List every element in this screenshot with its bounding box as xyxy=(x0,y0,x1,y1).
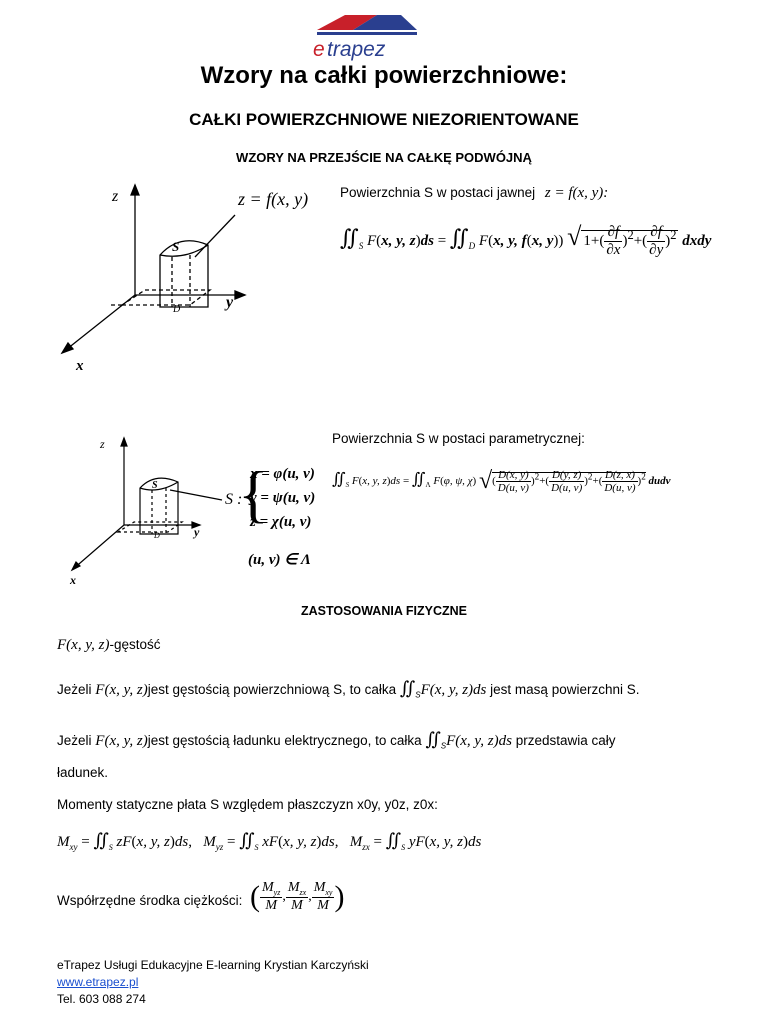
footer-phone: Tel. 603 088 274 xyxy=(57,992,146,1006)
charge-text-2: jest gęstością ładunku elektrycznego, to całka xyxy=(147,733,422,748)
double-integral-icon: ∬ xyxy=(449,226,469,251)
explicit-formula: $∬_S$ F(x, y, $z)ds = ∬_D$ F(x, y, f(x, y)) √ 1+( $\frac{\partial f}{\partial x}$ )$^2$+( $\frac{\partial f}{\partial y}$ )$^2$ dxdy xyxy=(340,222,712,259)
mass-line: Jeżeli F(x, y, z)jest gęstością powierzchniową S, to całka $∬_SF(x$, y, z)ds jest masą powierzchni S. xyxy=(57,678,640,700)
fig2-y-label: y xyxy=(194,525,200,539)
charge-text-1: Jeżeli xyxy=(57,733,92,748)
logo[interactable] xyxy=(305,12,425,62)
fig1-s-label: S xyxy=(172,239,180,254)
charge-text-4: ładunek. xyxy=(57,765,109,780)
footer-website-link[interactable]: www.etrapez.pl xyxy=(57,975,139,989)
figure-explicit-surface xyxy=(40,175,340,375)
centroid-formula: ( $\frac{M_{yz}}{M}$ , $\frac{M_{zx}}{M}$ , $\frac{M_{xy}}{M}$ ) xyxy=(250,880,345,913)
density-text: -gęstość xyxy=(109,637,161,652)
double-integral-icon: ∬ xyxy=(340,226,359,251)
mass-text-2: jest gęstością powierzchniową S, to całka xyxy=(147,682,397,697)
param-domain: (u, v) ∈ Λ xyxy=(248,552,312,568)
charge-text-3: przedstawia cały xyxy=(515,733,616,748)
page-title: Wzory na całki powierzchniowe: xyxy=(200,62,568,89)
moments-formula: $M_{xy}$ = $∬_S$ zF(x, y, z)ds, $M_{yz}$ = $∬_S$ xF(x, y, z)ds, $M_{zx}$ = $∬_S$ yF(x, y, z)ds xyxy=(57,830,482,852)
mass-text-1: Jeżeli xyxy=(57,682,92,697)
charge-line: Jeżeli F(x, y, z)jest gęstością ładunku elektrycznego, to całka $∬_SF(x$, y, z)ds przedstawia cały xyxy=(57,729,616,751)
fig2-x-label: x xyxy=(70,573,76,587)
parametric-formula: $∬_S$ F(x, y, $z)ds = ∬_\Lambda$ F(φ, ψ, χ) √( $\frac{D(x, y)}{D(u, v)}$ )$^2$+( $\frac{D(y, z)}{D(u, v)}$ )$^2$+( $\frac{D(z, x)}{D(u, v)}$ )$^2$ dudv xyxy=(332,468,671,494)
fig2-z-label: z xyxy=(100,437,105,451)
moments-label: Momenty statyczne płata S względem płaszczyzn x0y, y0z, z0x: xyxy=(57,797,438,812)
explicit-surface-formula: z = f(x, y): xyxy=(544,185,609,201)
footer-company: eTrapez Usługi Edukacyjne E-learning Krystian Karczyński xyxy=(57,958,369,972)
section-heading-unoriented: CAŁKI POWIERZCHNIOWE NIEZORIENTOWANE xyxy=(189,110,579,129)
charge-integral: F(x, y, z)ds xyxy=(446,733,512,749)
fig1-surface-equation: z = f(x, y) xyxy=(238,189,309,209)
svg-text:e: e xyxy=(313,38,325,61)
fig1-z-label: z xyxy=(112,188,119,205)
fig2-s-label: S xyxy=(152,480,158,491)
param-eq-z: z = χ(u, v) xyxy=(250,514,312,530)
parametric-surface-label: Powierzchnia S w postaci parametrycznej: xyxy=(332,431,585,446)
mass-integral: F(x, y, z)ds xyxy=(420,682,487,698)
explicit-surface-label: Powierzchnia S w postaci jawnej xyxy=(340,185,536,200)
subsection-heading-double-integral: WZORY NA PRZEJŚCIE NA CAŁKĘ PODWÓJNĄ xyxy=(236,150,532,165)
param-eq-y: y = ψ(u, v) xyxy=(250,490,316,506)
fig1-d-label: D xyxy=(173,304,181,315)
charge-density-symbol: F(x, y, z) xyxy=(95,733,148,749)
mass-density-symbol: F(x, y, z) xyxy=(95,682,148,698)
fig1-x-label: x xyxy=(76,358,84,374)
section-heading-physics: ZASTOSOWANIA FIZYCZNE xyxy=(301,604,467,618)
density-symbol: F(x, y, z) xyxy=(57,637,110,653)
centroid-label: Współrzędne środka ciężkości: xyxy=(57,893,243,908)
fig2-d-label: D xyxy=(154,531,160,540)
fig1-y-label: y xyxy=(226,294,234,311)
svg-text:trapez: trapez xyxy=(327,38,386,61)
param-eq-x: x = φ(u, v) xyxy=(250,466,315,482)
mass-text-3: jest masą powierzchni S. xyxy=(490,682,640,697)
fig2-system-lhs: S : xyxy=(225,491,243,508)
density-line xyxy=(57,637,161,654)
logo-graphic xyxy=(305,12,425,62)
explicit-surface-line xyxy=(340,185,608,202)
